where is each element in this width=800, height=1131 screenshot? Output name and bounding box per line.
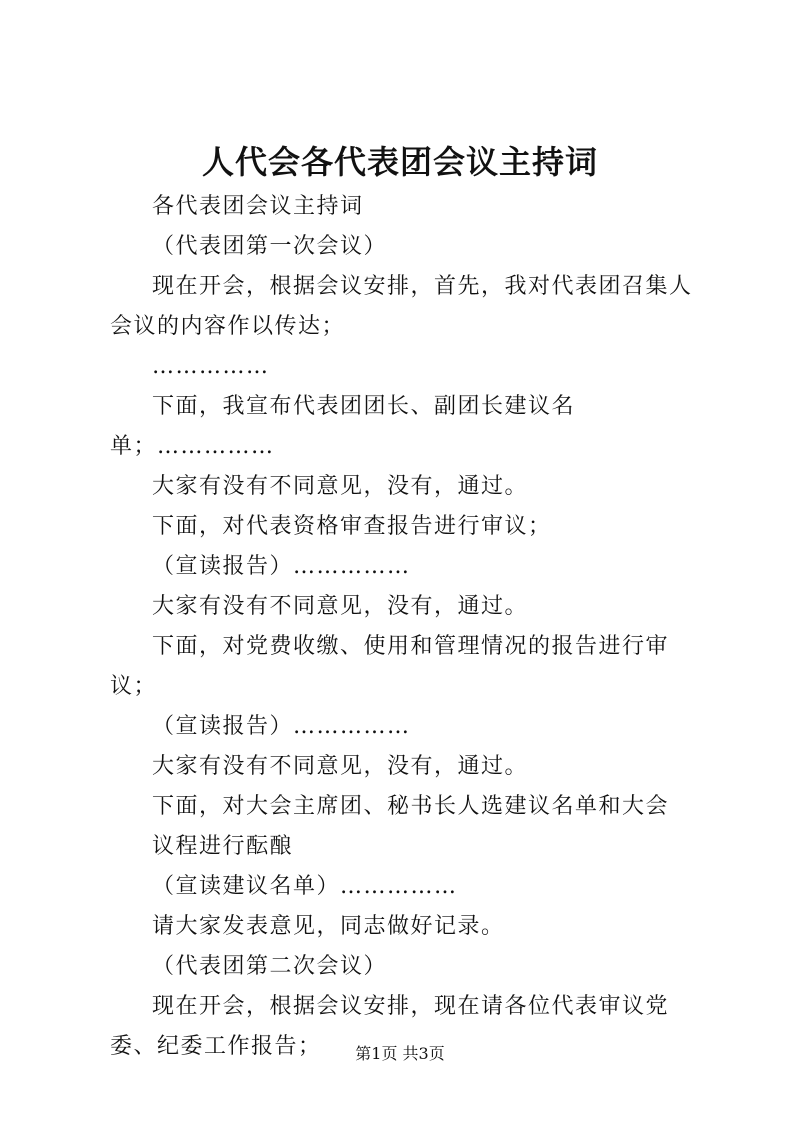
paragraph: 下面，对代表资格审查报告进行审议； [152, 514, 552, 539]
paragraph: 下面，对大会主席团、秘书长人选建议名单和大会 [152, 794, 670, 819]
paragraph: （宣读建议名单）…………… [152, 874, 458, 899]
paragraph: 现在开会，根据会议安排，首先，我对代表团召集人会议的内容作以传达； [110, 274, 693, 339]
paragraph: 议程进行酝酿 [152, 834, 294, 859]
paragraph: 下面，我宣布代表团团长、副团长建议名单；…………… [110, 394, 576, 459]
paragraph: 请大家发表意见，同志做好记录。 [152, 914, 505, 939]
paragraph: 大家有没有不同意见，没有，通过。 [152, 754, 529, 779]
paragraph: （宣读报告）…………… [152, 554, 411, 579]
document-title: 人代会各代表团会议主持词 [201, 143, 598, 181]
paragraph: …………… [152, 354, 270, 379]
paragraph: （代表团第二次会议） [152, 954, 388, 979]
paragraph: 大家有没有不同意见，没有，通过。 [152, 474, 529, 499]
document-body [110, 187, 710, 1067]
page-footer: 第1页 共3页 [355, 1044, 445, 1063]
paragraph: （代表团第一次会议） [152, 234, 388, 259]
paragraph: 各代表团会议主持词 [152, 194, 364, 219]
paragraph: 大家有没有不同意见，没有，通过。 [152, 594, 529, 619]
paragraph: 现在开会，根据会议安排，现在请各位代表审议党委、纪委工作报告； [110, 994, 670, 1059]
paragraph: （宣读报告）…………… [152, 714, 411, 739]
paragraph: 下面，对党费收缴、使用和管理情况的报告进行审议； [110, 634, 670, 699]
